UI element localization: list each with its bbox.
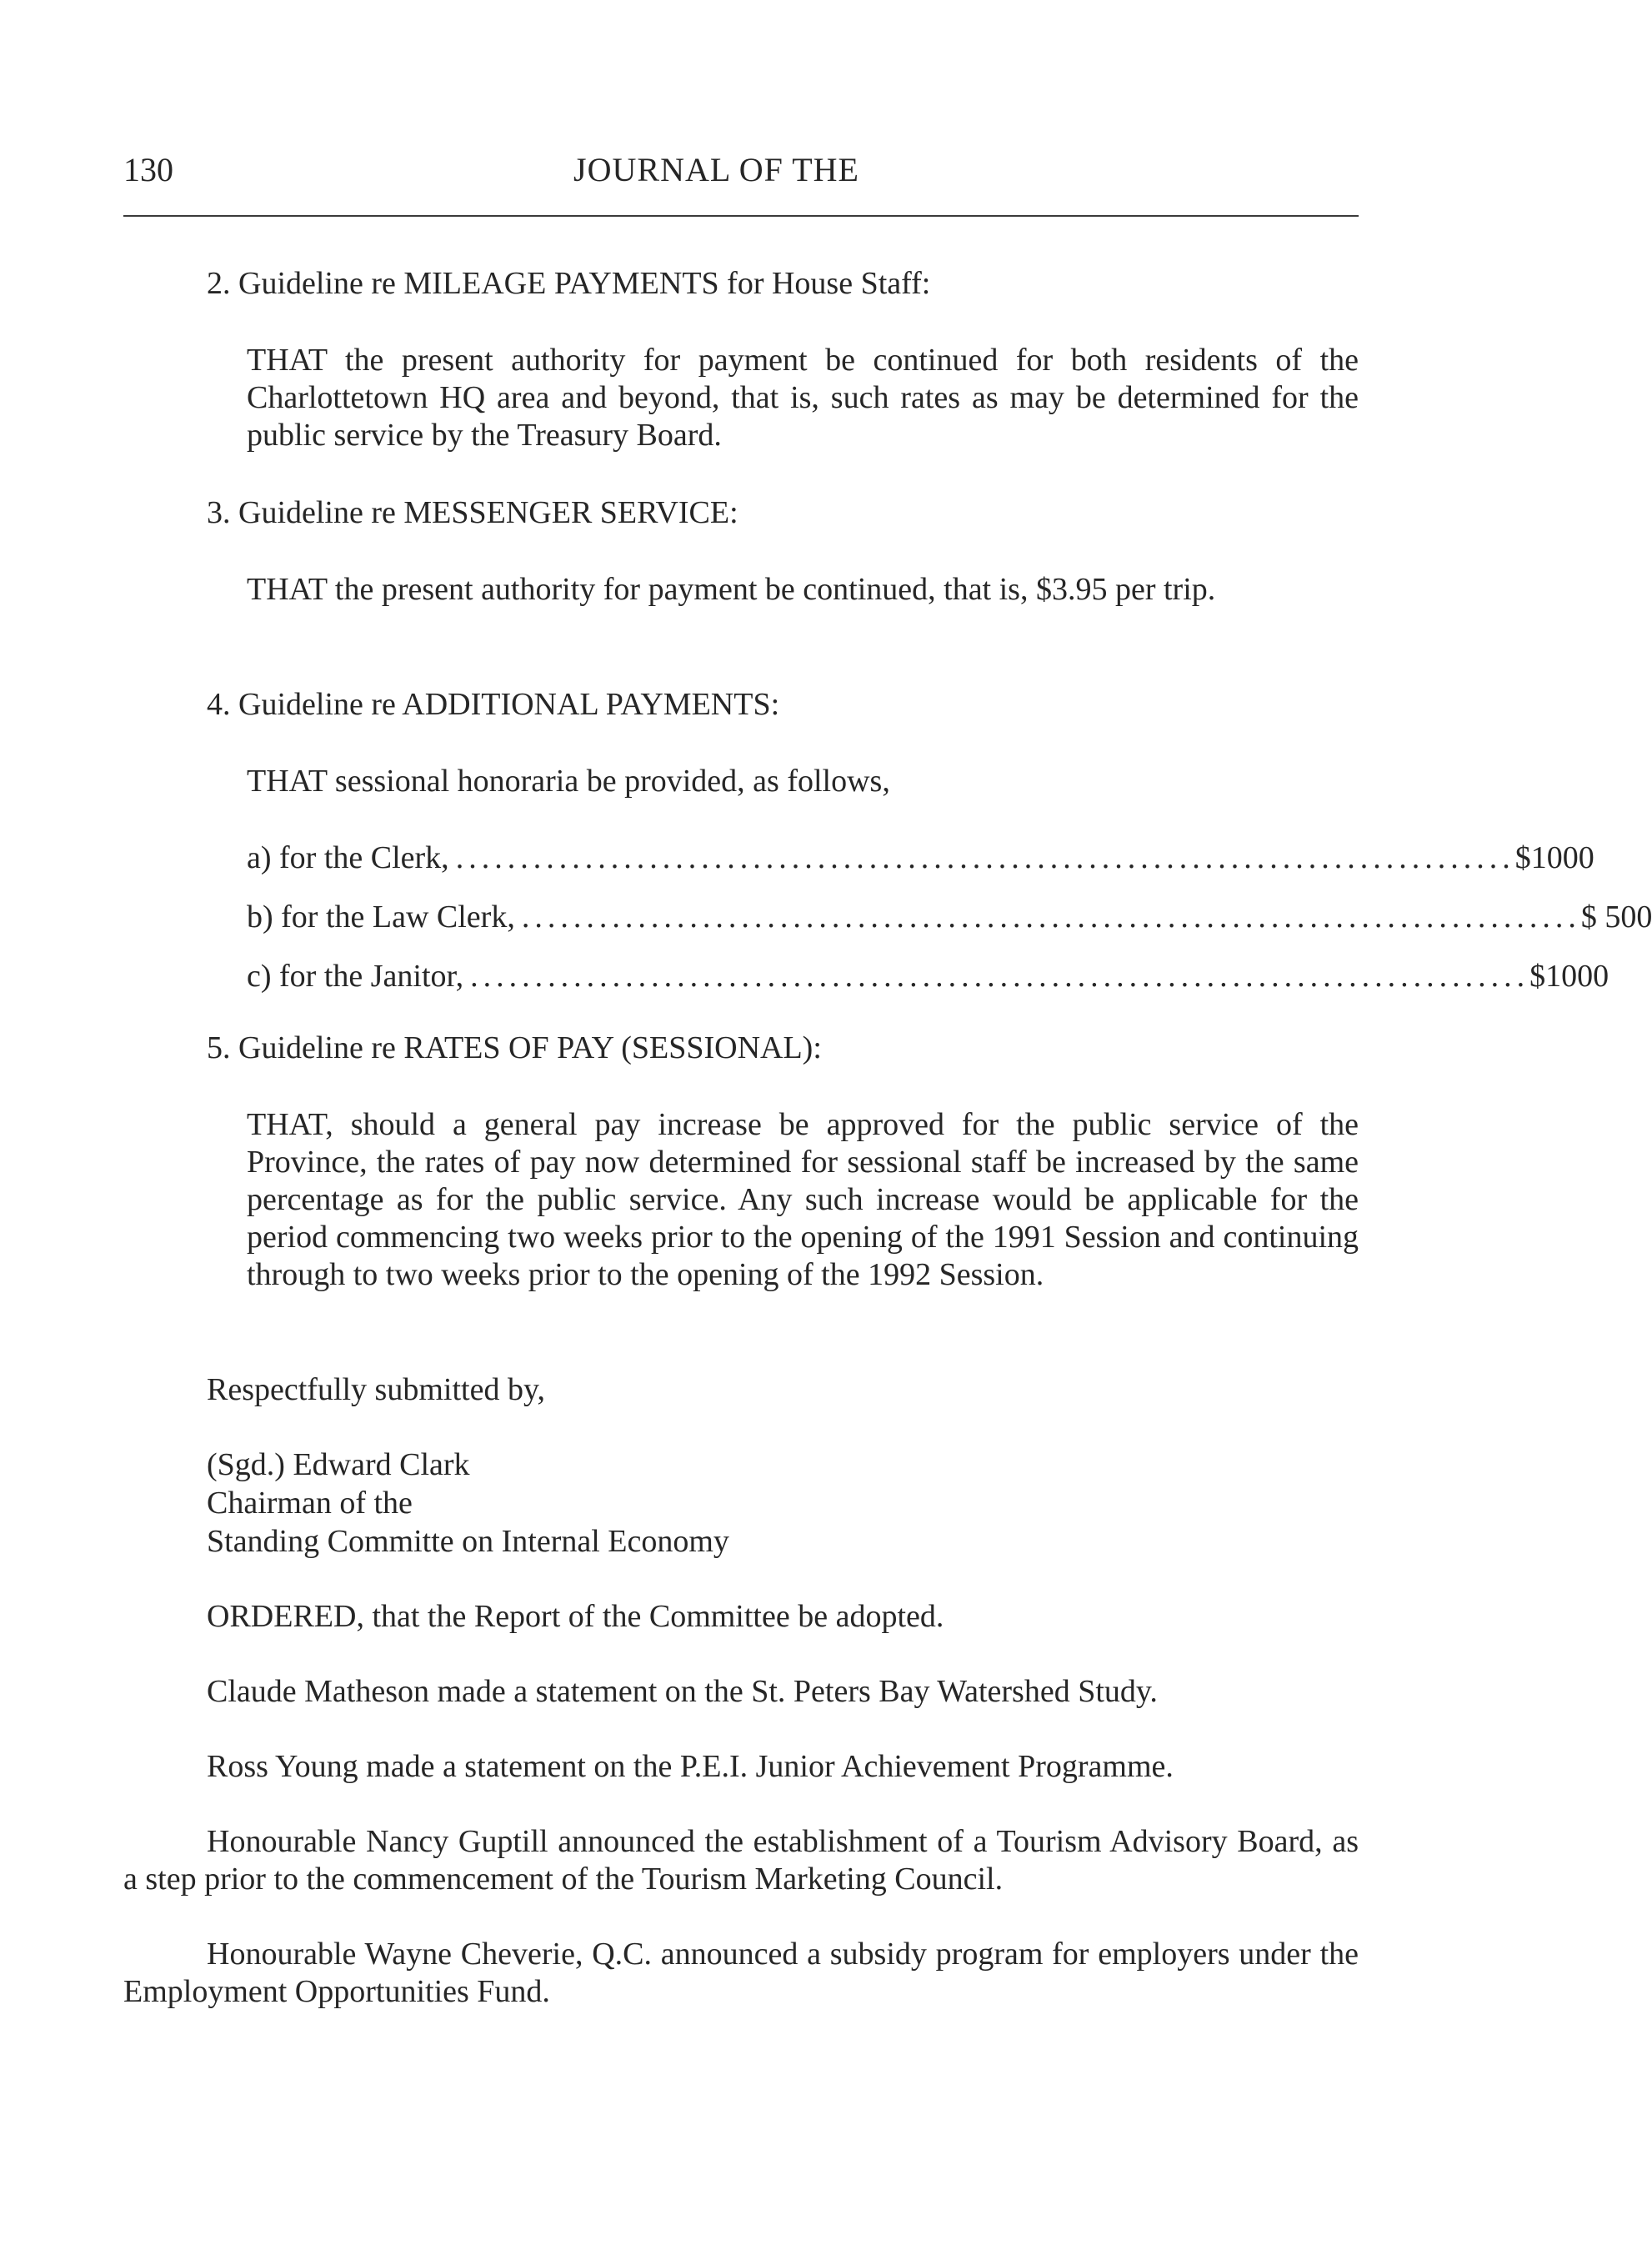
- guideline-5-heading: 5. Guideline re RATES OF PAY (SESSIONAL):: [207, 1030, 822, 1065]
- guideline-2-heading: 2. Guideline re MILEAGE PAYMENTS for House Staff:: [207, 266, 931, 301]
- signature-title: Chairman of the: [207, 1486, 413, 1521]
- honorarium-amount: $ 500: [1580, 899, 1652, 935]
- running-header-title: JOURNAL OF THE: [573, 151, 859, 188]
- statement-young: Ross Young made a statement on the P.E.I. Junior Achievement Programme.: [207, 1749, 1174, 1784]
- honorarium-label: b) for the Law Clerk,: [247, 899, 515, 935]
- honorarium-label: a) for the Clerk,: [247, 840, 449, 875]
- statement-cheverie: Honourable Wayne Cheverie, Q.C. announced a subsidy program for employers under the Employment Opportunities Fund.: [123, 1937, 1359, 2009]
- honorarium-amount: $1000: [1514, 840, 1594, 875]
- dot-leader: ..................................................................................: [455, 840, 1515, 875]
- honorarium-item: [247, 898, 1652, 936]
- honorarium-label: c) for the Janitor,: [247, 959, 464, 994]
- signature-committee: Standing Committe on Internal Economy: [207, 1524, 729, 1559]
- guideline-3-body: THAT the present authority for payment be continued, that is, $3.95 per trip.: [247, 572, 1216, 607]
- guideline-3-heading: 3. Guideline re MESSENGER SERVICE:: [207, 495, 738, 530]
- honorarium-item: [247, 957, 1609, 995]
- guideline-4-intro: THAT sessional honoraria be provided, as follows,: [247, 764, 890, 799]
- dot-leader: ..................................................................................: [521, 899, 1581, 935]
- closing-line: Respectfully submitted by,: [207, 1372, 545, 1407]
- guideline-4-heading: 4. Guideline re ADDITIONAL PAYMENTS:: [207, 687, 780, 722]
- ordered-line: ORDERED, that the Report of the Committee be adopted.: [207, 1599, 944, 1634]
- honorarium-item: [247, 839, 1594, 877]
- page-number: 130: [123, 151, 173, 188]
- guideline-5-body: THAT, should a general pay increase be approved for the public service of the Province, the rates of pay now determined for sessional staff be increased by the same percentage as for the public service. Any such increase would be applicable for the period commencing two weeks prior to the opening of the 1991 Session and continuing through to two weeks prior to the opening of the 1992 Session.: [247, 1107, 1359, 1292]
- signature-name: (Sgd.) Edward Clark: [207, 1447, 470, 1482]
- header-rule: [123, 215, 1359, 217]
- statement-matheson: Claude Matheson made a statement on the St. Peters Bay Watershed Study.: [207, 1674, 1158, 1709]
- statement-guptill: Honourable Nancy Guptill announced the establishment of a Tourism Advisory Board, as a step prior to the commencement of the Tourism Marketing Council.: [123, 1824, 1359, 1897]
- honorarium-amount: $1000: [1529, 959, 1609, 994]
- guideline-2-body: THAT the present authority for payment be continued for both residents of the Charlottetown HQ area and beyond, that is, such rates as may be determined for the public service by the Treasury Board.: [247, 343, 1359, 453]
- dot-leader: ..................................................................................: [470, 959, 1530, 994]
